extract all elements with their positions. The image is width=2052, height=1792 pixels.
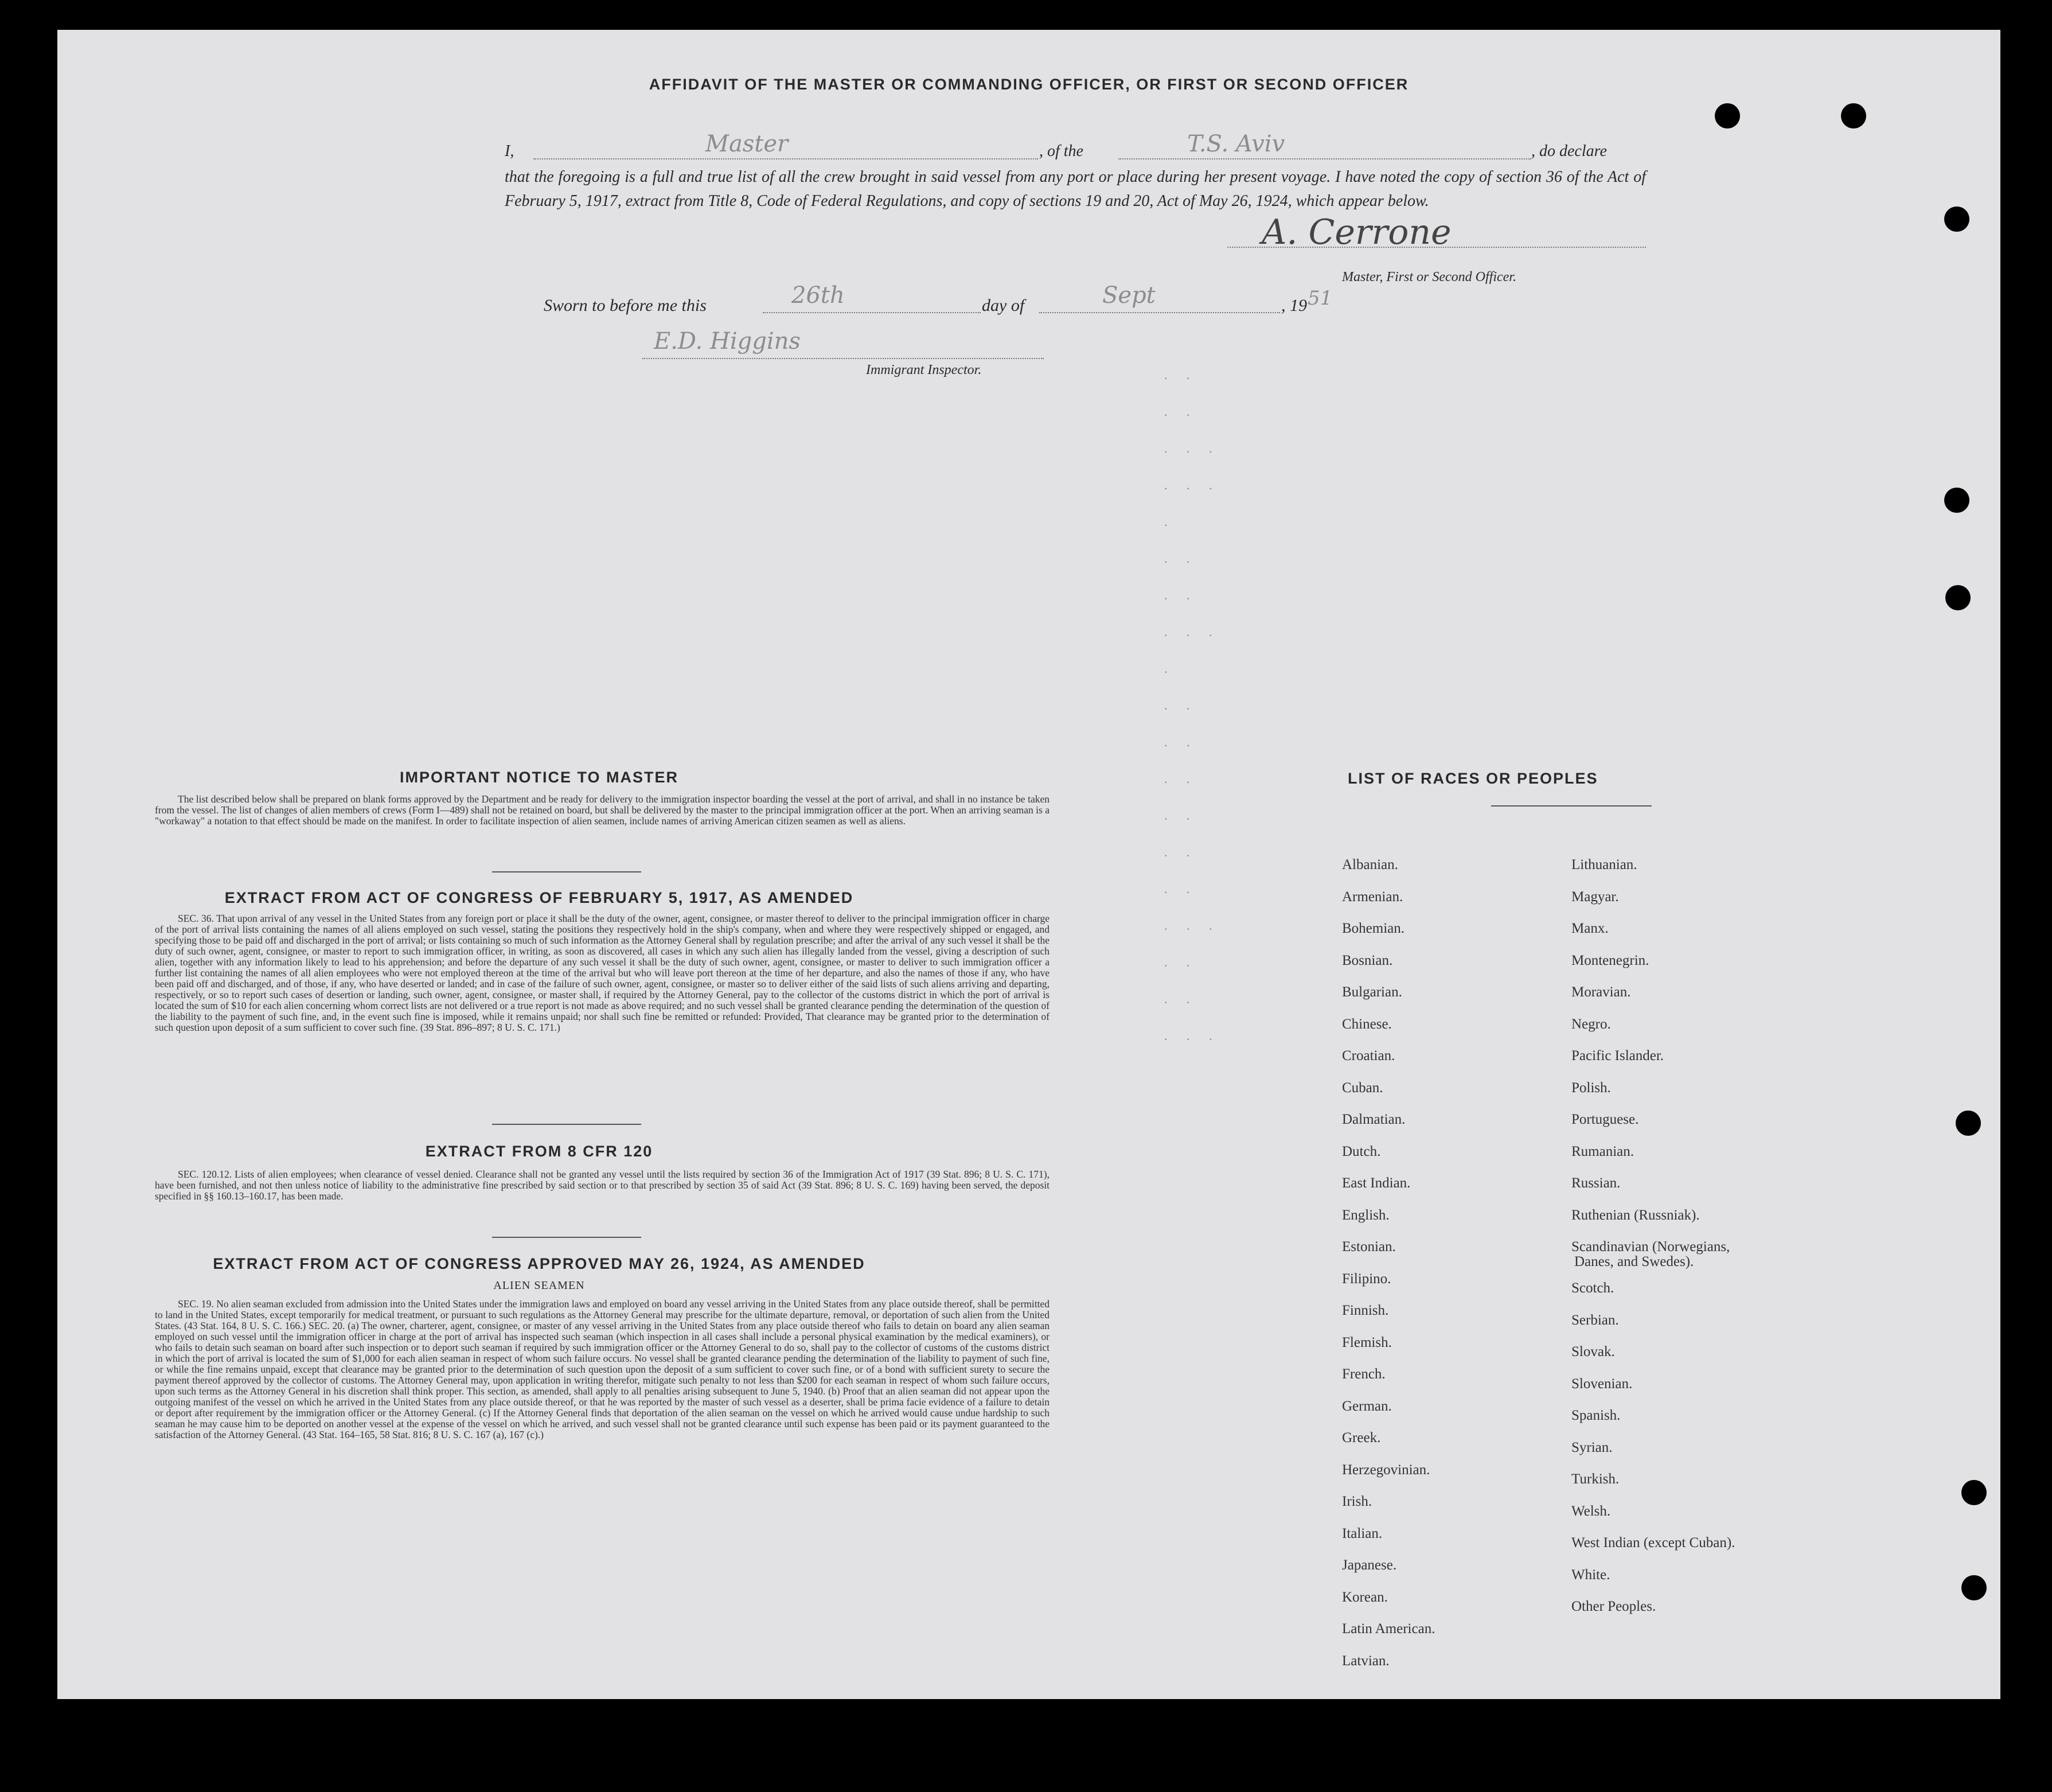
divider (492, 1124, 641, 1125)
extract-1917-body: SEC. 36. That upon arrival of any vessel in the United States from any foreign port or place it shall be the duty of the owner, agent, consignee, or master thereof to deliver to the principal immigration officer in charge of the port of arrival lists containing the names of all aliens employed on such vessel, stating the positions they respectively hold in the ship's company, when and where they were respectively shipped or engaged, and specifying those to be paid off and discharged in the port of arrival; or lists containing so much of such information as the Attorney General shall by regulation prescribe; and after the arrival of any such vessel it shall be the duty of such owner, agent, consignee, or master to report to such immigration officer, in writing, as soon as discovered, all cases in which any such alien has illegally landed from the vessel, giving a description of such alien, together with any information likely to lead to his apprehension; and before the departure of any such vessel it shall be the duty of such owner, agent, consignee, or master to deliver to such immigration officer a further list containing the names of all alien employees who were not employed thereon at the time of the arrival but who will leave port thereon at the time of her departure, and also the names of those if any, who have been paid off and discharged, and of those, if any, who have deserted or landed; and in case of the failure of such owner, agent, consignee, or master so to deliver either of the said lists of such aliens arriving and departing, respectively, or so to report such cases of desertion or landing, such owner, agent, consignee, or master shall, if required by the Attorney General, pay to the collector of the customs district in which the port of arrival is located the sum of $10 for each alien concerning whom correct lists are not delivered or a true report is not made as above required; and no such vessel shall be granted clearance pending the determination of the question of the liability to the payment of such fine, and, in the event such fine is imposed, while it remains unpaid; nor shall such fine be remitted or refunded: Provided, That clearance may be granted prior to the determination of such question upon deposit of a sum sufficient to cover such fine. (39 Stat. 896–897; 8 U. S. C. 171.) (155, 913, 1050, 1033)
inspector-field (642, 328, 1044, 359)
race-item: Dalmatian. (1342, 1112, 1406, 1127)
master-signature-area (1227, 212, 1646, 258)
race-item: Manx. (1571, 921, 1609, 936)
notice-body: The list described below shall be prepared on blank forms approved by the Department and be ready for delivery to the immigration inspector boarding the vessel at the port of arrival, and shall in no instance be taken from the vessel. The list of changes of alien members of crews (Form I—489) shall not be retained on board, but shall be delivered by the master to the principal immigration officer at the port. When an arriving seaman is a "workaway" a notation to that effect should be made on the manifest. In order to facilitate inspection of alien seamen, include names of arriving American citizen seamen as well as aliens. (155, 793, 1050, 827)
race-item: Scandinavian (Norwegians, (1571, 1239, 1730, 1255)
punch-hole (1961, 1575, 1987, 1600)
race-item: Other Peoples. (1571, 1599, 1656, 1615)
race-item: Rumanian. (1571, 1143, 1634, 1159)
race-item: Pacific Islander. (1571, 1048, 1664, 1063)
race-item: Filipino. (1342, 1271, 1391, 1287)
race-item: French. (1342, 1366, 1386, 1382)
race-item: Slovak. (1571, 1344, 1615, 1360)
punch-hole (1841, 103, 1866, 128)
divider (1491, 805, 1652, 807)
signature-caption: Master, First or Second Officer. (1342, 270, 1516, 285)
race-item: English. (1342, 1207, 1390, 1223)
i-label: I, (505, 142, 514, 160)
race-item: Scotch. (1571, 1280, 1614, 1296)
races-title: LIST OF RACES OR PEOPLES (1348, 770, 1598, 787)
race-item: Bulgarian. (1342, 984, 1402, 1000)
affidavit-body: that the foregoing is a full and true list of all the crew brought in said vessel from any port or place during her present voyage. I have noted the copy of section 36 of the Act of February 5, 1917, extract from Title 8, Code of Federal Regulations, and copy of sections 19 and 20, Act of May 26, 1924, which appear below. (505, 168, 1646, 210)
sworn-label: Sworn to before me this (544, 296, 707, 315)
sworn-month-field (1039, 282, 1280, 313)
race-item: Greek. (1342, 1430, 1381, 1446)
master-field (533, 131, 1038, 159)
race-item: German. (1342, 1398, 1392, 1414)
punch-hole (1715, 103, 1740, 128)
inspector-signature: E.D. Higgins (654, 328, 801, 354)
race-item: Moravian. (1571, 984, 1631, 1000)
sworn-month: Sept (1102, 282, 1156, 309)
race-item: White. (1571, 1567, 1610, 1583)
do-declare-label: , do declare (1531, 142, 1607, 160)
race-item: Chinese. (1342, 1016, 1392, 1032)
race-item: Latin American. (1342, 1621, 1435, 1637)
race-item: Flemish. (1342, 1334, 1392, 1350)
race-item: Irish. (1342, 1494, 1372, 1509)
punch-hole (1944, 488, 1969, 513)
race-item: West Indian (except Cuban). (1571, 1535, 1735, 1551)
punch-hole (1961, 1480, 1987, 1505)
extract-1924-title: EXTRACT FROM ACT OF CONGRESS APPROVED MAY 26, 1924, AS AMENDED (213, 1255, 865, 1272)
vessel-field (1118, 131, 1531, 159)
race-item: Japanese. (1342, 1557, 1397, 1573)
master-signature: A. Cerrone (1262, 212, 1452, 252)
sworn-day-field (763, 282, 981, 313)
notice-title: IMPORTANT NOTICE TO MASTER (400, 769, 678, 786)
punch-hole (1945, 585, 1971, 610)
affidavit-title: AFFIDAVIT OF THE MASTER OR COMMANDING OFFICER, OR FIRST OR SECOND OFFICER (649, 76, 1409, 93)
race-item: Danes, and Swedes). (1574, 1254, 1694, 1269)
vessel-handwriting: T.S. Aviv (1187, 131, 1285, 157)
extract-1924-subtitle: ALIEN SEAMEN (493, 1279, 585, 1292)
extract-1917-title: EXTRACT FROM ACT OF CONGRESS OF FEBRUARY 5, 1917, AS AMENDED (224, 889, 854, 906)
extract-1924-body: SEC. 19. No alien seaman excluded from admission into the United States under the immigration laws and employed on board any vessel arriving in the United States from any place outside thereof, shall be permitted to land in the United States, except temporarily for medical treatment, or pursuant to such regulations as the Attorney General may prescribe for the ultimate departure, removal, or deportation of such alien from the United States. (43 Stat. 164, 8 U. S. C. 166.) SEC. 20. (a) The owner, charterer, agent, consignee, or master of any vessel arriving in the United States from any place outside thereof who fails to detain on board any alien seaman employed on such vessel until the immigration officer in charge at the port of arrival has inspected such seaman (which inspection in all cases shall include a personal physical examination by the medical examiners), or who fails to detain such seaman on board after such inspection or to deport such seaman if required by such immigration officer or the Attorney General to do so, shall pay to the collector of customs of the customs district in which the port of arrival is located the sum of $1,000 for each alien seaman in respect of whom such failure occurs. No vessel shall be granted clearance pending the determination of the liability to payment of such fine, or while the fine remains unpaid, except that clearance may be granted prior to the determination of such question upon the deposit of a sum sufficient to cover such fine, or of a bond with sufficient surety to secure the payment thereof approved by the collector of customs. The Attorney General may, upon application in writing therefor, mitigate such penalty to not less than $200 for each seaman in respect of whom such failure occurs, upon such terms as the Attorney General in his discretion shall think proper. This section, as amended, shall apply to all penalties arising subsequent to June 5, 1940. (b) Proof that an alien seaman did not appear upon the outgoing manifest of the vessel on which he arrived in the United States from any place outside thereof, or that he was reported by the master of such vessel as a deserter, shall be prima facie evidence of a failure to detain or deport after requirement by the immigration officer or the Attorney General. (c) If the Attorney General finds that deportation of the alien seaman on the vessel on which he arrived would cause undue hardship to such seaman he may cause him to be deported on another vessel at the expense of the vessel on which he arrived, and such vessel shall not be granted clearance until such expense has been paid or its payment guaranteed to the satisfaction of the Attorney General. (43 Stat. 164–165, 58 Stat. 816; 8 U. S. C. 167 (a), 167 (c).) (155, 1298, 1050, 1440)
race-item: Montenegrin. (1571, 952, 1649, 968)
race-item: Russian. (1571, 1175, 1621, 1191)
race-item: Bohemian. (1342, 921, 1405, 936)
year-suffix: 51 (1308, 287, 1333, 310)
tally-marks: . . . . . . . . . . . . . . . . . . . . . . . . . . . . . . . . . . . . . . . . . (1164, 368, 1220, 1043)
race-item: Croatian. (1342, 1048, 1395, 1063)
race-item: Ruthenian (Russniak). (1571, 1207, 1700, 1223)
race-item: Polish. (1571, 1080, 1611, 1096)
race-item: Dutch. (1342, 1143, 1381, 1159)
race-item: Latvian. (1342, 1653, 1390, 1669)
extract-cfr-title: EXTRACT FROM 8 CFR 120 (425, 1143, 653, 1160)
race-item: Spanish. (1571, 1408, 1621, 1424)
race-item: Slovenian. (1571, 1376, 1633, 1392)
race-item: Magyar. (1571, 889, 1619, 905)
race-item: Bosnian. (1342, 952, 1393, 968)
race-item: Serbian. (1571, 1312, 1619, 1328)
race-item: East Indian. (1342, 1175, 1411, 1191)
extract-cfr-body: SEC. 120.12. Lists of alien employees; when clearance of vessel denied. Clearance shall not be granted any vessel until the lists required by section 36 of the Immigration Act of 1917 (39 Stat. 896; 8 U. S. C. 171), have been furnished, and not then unless notice of liability to the administrative fine prescribed by said section or to that prescribed by section 35 of said Act (39 Stat. 896; 8 U. S. C. 169) having been served, the deposit specified in §§ 160.13–160.17, has been made. (155, 1168, 1050, 1202)
race-item: Finnish. (1342, 1303, 1389, 1318)
divider (492, 871, 641, 872)
form-sheet (57, 30, 2000, 1699)
race-item: Herzegovinian. (1342, 1462, 1430, 1478)
day-of-label: day of (982, 296, 1025, 315)
year-prefix: , 19 (1281, 296, 1307, 315)
race-item: Negro. (1571, 1016, 1611, 1032)
race-item: Turkish. (1571, 1471, 1620, 1487)
master-handwriting: Master (705, 131, 789, 157)
race-item: Italian. (1342, 1525, 1383, 1541)
race-item: Armenian. (1342, 889, 1403, 905)
race-item: Lithuanian. (1571, 857, 1637, 872)
race-item: Portuguese. (1571, 1112, 1639, 1127)
divider (492, 1237, 641, 1238)
race-item: Cuban. (1342, 1080, 1383, 1096)
punch-hole (1956, 1111, 1981, 1136)
race-item: Syrian. (1571, 1439, 1613, 1455)
race-item: Welsh. (1571, 1503, 1611, 1519)
race-item: Korean. (1342, 1589, 1388, 1605)
of-the-label: , of the (1039, 142, 1083, 160)
inspector-caption: Immigrant Inspector. (866, 363, 982, 377)
race-item: Albanian. (1342, 857, 1398, 872)
punch-hole (1944, 207, 1969, 232)
race-item: Estonian. (1342, 1239, 1396, 1255)
sworn-day: 26th (791, 282, 845, 309)
